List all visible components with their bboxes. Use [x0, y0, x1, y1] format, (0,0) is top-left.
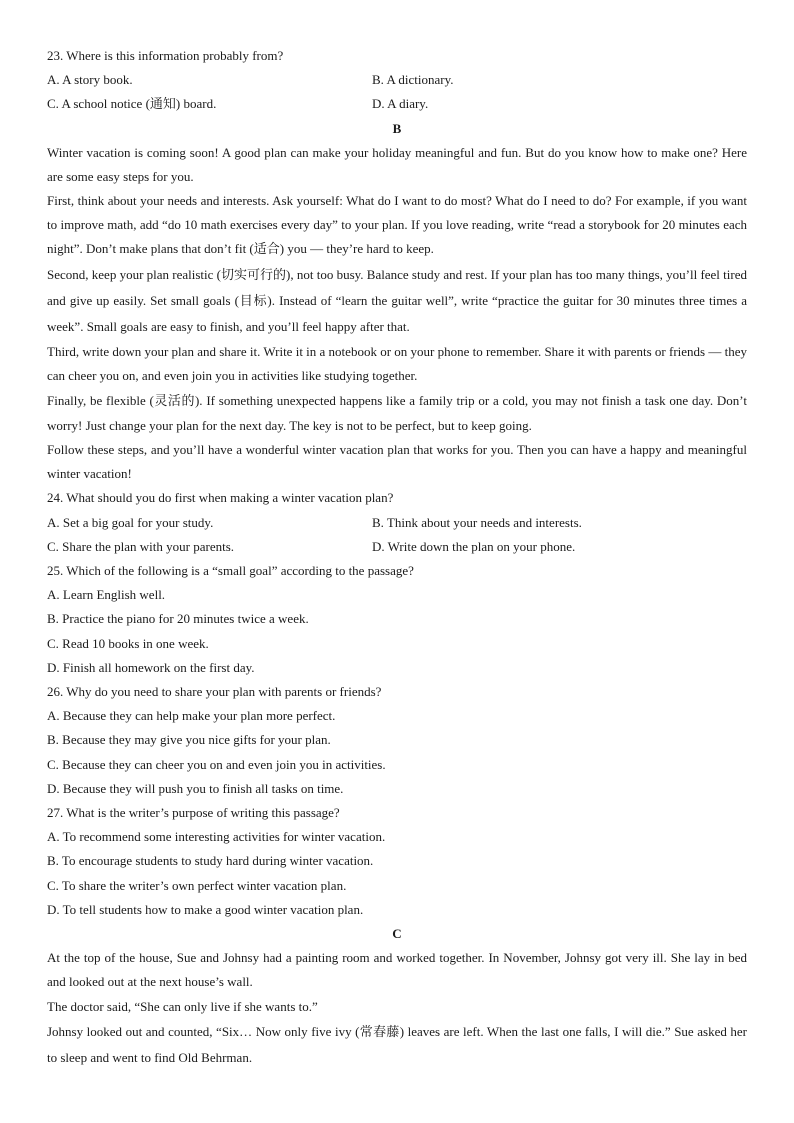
- option-d: D. Write down the plan on your phone.: [372, 538, 576, 554]
- passage-paragraph: Second, keep your plan realistic (切实可行的), not too busy. Balance study and rest. If your plan has too many things, you’ll feel tired and give up easily. Set small goals (目标). Instead of “learn the guitar well”, write “practice the guitar for 30 minutes three times a week”. Small goals are easy to finish, and you’ll feel happy after that.: [47, 266, 747, 334]
- option-d: D. A diary.: [372, 96, 429, 112]
- section-heading-b: B: [392, 120, 402, 136]
- options-row: [47, 511, 747, 535]
- option-c: C. A school notice (通知) board.: [47, 96, 217, 112]
- passage-c: [47, 946, 747, 1071]
- question-text: 27. What is the writer’s purpose of writing this passage?: [47, 805, 340, 821]
- question-text: 23. Where is this information probably from?: [47, 48, 284, 63]
- section-heading-c: C: [392, 926, 402, 942]
- options-row: [47, 92, 747, 116]
- option-a: A. Because they can help make your plan more perfect.: [47, 708, 336, 724]
- option-c: C. Read 10 books in one week.: [47, 635, 209, 651]
- passage-paragraph: Winter vacation is coming soon! A good plan can make your holiday meaningful and fun. But do you know how to make one? Here are some easy steps for you.: [47, 144, 747, 184]
- option-b: B. Practice the piano for 20 minutes twice a week.: [47, 611, 309, 627]
- passage-paragraph: The doctor said, “She can only live if she wants to.”: [47, 998, 318, 1014]
- option-b: B. Think about your needs and interests.: [372, 514, 582, 530]
- option-d: D. Finish all homework on the first day.: [47, 659, 255, 675]
- passage-paragraph: Third, write down your plan and share it. Write it in a notebook or on your phone to remember. Share it with parents or friends — they can cheer you on, and even join you in activities like studying together.: [47, 343, 747, 383]
- passage-paragraph: Follow these steps, and you’ll have a wonderful winter vacation plan that works for you. Then you can have a happy and meaningful winter vacation!: [47, 442, 747, 482]
- option-d: D. Because they will push you to finish all tasks on time.: [47, 780, 344, 796]
- question-25: [47, 559, 747, 680]
- exam-page: [47, 44, 747, 1071]
- question-27: [47, 801, 747, 922]
- passage-paragraph: First, think about your needs and interests. Ask yourself: What do I want to do most? What do I need to do? For example, if you want to improve math, add “do 10 math exercises every day” to your plan. If you love reading, write “read a storybook for 20 minutes each night”. Don’t make plans that don’t fit (适合) you — they’re hard to keep.: [47, 193, 747, 257]
- option-c: C. To share the writer’s own perfect winter vacation plan.: [47, 877, 347, 893]
- options-row: [47, 68, 747, 92]
- option-c: C. Because they can cheer you on and even join you in activities.: [47, 756, 386, 772]
- question-26: [47, 680, 747, 801]
- option-a: A. Set a big goal for your study.: [47, 514, 214, 530]
- option-a: A. To recommend some interesting activities for winter vacation.: [47, 829, 386, 845]
- option-b: B. A dictionary.: [372, 72, 454, 88]
- option-a: A. Learn English well.: [47, 587, 166, 603]
- question-text: 26. Why do you need to share your plan with parents or friends?: [47, 684, 382, 700]
- option-b: B. Because they may give you nice gifts for your plan.: [47, 732, 331, 748]
- passage-paragraph: Finally, be flexible (灵活的). If something unexpected happens like a family trip or a cold, you may not finish a task one day. Don’t worry! Just change your plan for the next day. The key is not to be perfect, but to keep going.: [47, 393, 747, 434]
- passage-paragraph: Johnsy looked out and counted, “Six… Now only five ivy (常春藤) leaves are left. When the last one falls, I will die.” Sue asked her to sleep and went to find Old Behrman.: [47, 1023, 747, 1065]
- question-text: 25. Which of the following is a “small goal” according to the passage?: [47, 563, 414, 579]
- option-b: B. To encourage students to study hard during winter vacation.: [47, 853, 374, 869]
- question-text: 24. What should you do first when making a winter vacation plan?: [47, 490, 394, 506]
- option-d: D. To tell students how to make a good winter vacation plan.: [47, 901, 364, 917]
- options-row: [47, 535, 747, 559]
- option-a: A. A story book.: [47, 72, 133, 88]
- passage-b: [47, 141, 747, 487]
- question-24: [47, 486, 747, 559]
- option-c: C. Share the plan with your parents.: [47, 538, 235, 554]
- question-23: [47, 44, 747, 117]
- passage-paragraph: At the top of the house, Sue and Johnsy had a painting room and worked together. In November, Johnsy got very ill. She lay in bed and looked out at the next house’s wall.: [47, 950, 747, 990]
